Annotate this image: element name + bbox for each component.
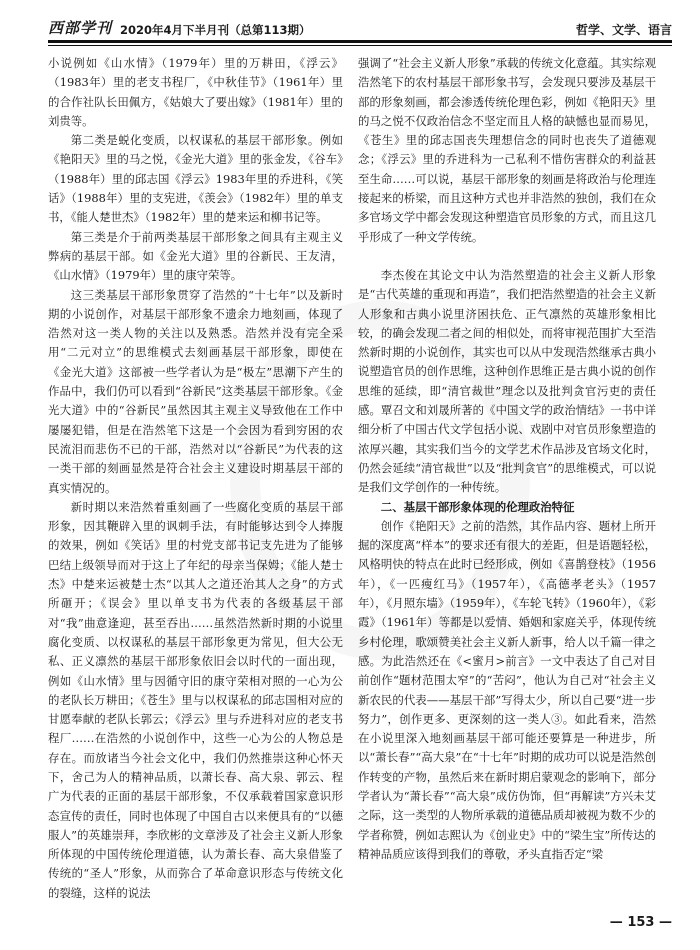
paragraph: 这三类基层干部形象贯穿了浩然的“十七年”以及新时期的小说创作，对基层干部形象不遗余力地刻画，体现了浩然对这一类人物的关注以及熟悉。浩然并没有完全采用“二元对立”的思维模式去刻画基层干部形象，即使在《金光大道》这部被一些学者认为是“极左”思潮下产生的作品中，我们仍可以看到“谷新民”这类基层干部形象。《金光大道》中的“谷新民”虽然因其主观主义导致他在工作中屡屡犯错，但是在浩然笔下这是一个会因为看到穷困的农民流泪而悲伤不已的干部，浩然对以“谷新民”为代表的这一类干部的刻画显然是符合社会主义建设时期基层干部的真实情况的。 <box>48 287 343 495</box>
journal-name: 西部学刊 <box>48 19 113 37</box>
paragraph: 新时期以来浩然着重刻画了一些腐化变质的基层干部形象，因其鞭辟入里的讽刺手法，有时能够达到令人捧腹的效果，例如《笑话》里的村党支部书记支先进为了能够巴结上级领导而对于这上了年纪的母亲当保姆；《能人楚士杰》中楚来运被楚士杰“以其人之道还治其人之身”的方式所砸开；《误会》里以单支书为代表的各级基层干部对“我”曲意逢迎，甚至吞出……虽然浩然新时期的小说里腐化变质、以权谋私的基层干部形象更为常见，但大公无私、正义凛然的基层干部形象依旧会以时代的一面出现，例如《山水情》里与因循守旧的康守荣相对照的一心为公的老队长万耕田；《苍生》里与以权谋私的邱志国相对应的甘愿奉献的老队长郭云；《浮云》里与乔进科对应的老支书程厂……在浩然的小说创作中，这些一心为公的人物总是存在。而放诸当今社会文化中，我们仍然推崇这种心怀天下，舍己为人的精神品质，以萧长春、高大泉、郭云、程广为代表的正面的基层干部形象，不仅承载着国家意识形态宣传的责任，同时也体现了中国自古以来便具有的“以德服人”的英雄崇拜，李欣彬的文章涉及了社会主义新人形象所体现的中国传统伦理道德，认为萧长春、高大泉借鉴了传统的“圣人”形象，从而弥合了革命意识形态与传统文化的裂缝，这样的说法 <box>48 499 343 900</box>
paragraph: 李杰俊在其论文中认为浩然塑造的社会主义新人形象是“古代英雄的重现和再造”，我们把浩然塑造的社会主义新人形象和古典小说里济困扶危、正气凛然的英雄形象相比较，的确会发现二者之间的相似处，而将审视范围扩大至浩然新时期的小说创作，其实也可以从中发现浩然继承古典小说塑造官员的创作思维，这种创作思维正是古典小说的创作思维的延续，即“清官裁世”理念以及批判贪官污吏的责任感。覃召文和刘晟所著的《中国文学的政治情结》一书中详细分析了中国古代文学包括小说、戏剧中对官员形象塑造的浓厚兴趣，其实我们当今的文学艺术作品涉及官场文化时，仍然会延续“清官裁世”以及“批判贪官”的思维模式，可以说是我们文学创作的一种传统。 <box>358 267 656 495</box>
header-rule-thin <box>48 45 672 46</box>
running-header <box>48 14 672 38</box>
header-rule-thick <box>48 40 672 43</box>
left-column <box>48 54 343 903</box>
paragraph: 强调了“社会主义新人形象”承载的传统文化意蕴。其实综观浩然笔下的农村基层干部形象书写，会发现只要涉及基层干部的形象刻画，都会渗透传统伦理色彩，例如《艳阳天》里的马之悦不仅政治信念不坚定而且人格的缺憾也显而易见，《苍生》里的邱志国丧失理想信念的同时也丧失了道德观念；《浮云》里的乔进科为一己私利不惜伤害群众的利益甚至生命……可以说，基层干部形象的刻画是将政治与伦理连接起来的桥梁，而且这种方式也并非浩然的独创，我们在众多官场文学中都会发现这种塑造官员形象的方式，而且这几乎形成了一种文学传统。 <box>358 56 656 244</box>
page-number: — 153 — <box>609 915 672 930</box>
issue-info: 2020年4月下半月刊（总第113期） <box>120 23 311 37</box>
section-heading: 二、基层干部形象体现的伦理政治特征 <box>380 499 575 514</box>
section-label: 哲学、文学、语言 <box>575 23 672 37</box>
paragraph: 创作《艳阳天》之前的浩然，其作品内容、题材上所开掘的深度离“样本”的要求还有很大的差距，但是语题轻松，风格明快的特点在此时已经形成，例如《喜鹊登枝》（1956年），《一匹瘦红马》（1957年），《高德孝老头》（1957年），《月照东墙》（1959年），《车轮飞转》（1960年），《彩霞》（1961年）等都是以爱情、婚姻和家庭关乎，体现传统乡村伦理，歌颂赞美社会主义新人新事，给人以千篇一律之感。为此浩然还在《<蜜月>前言》一文中表达了自己对目前创作“题材范围太窄”的“苦闷”，他认为自己对“社会主义新农民的代表——基层干部”写得太少，所以自己要“进一步努力”，创作更多、更深刻的这一类人③。如此看来，浩然在小说里深入地刻画基层干部可能还要算是一种进步，所以“萧长春”“高大泉”在“十七年”时期的成功可以说是浩然创作转变的产物，虽然后来在新时期启蒙观念的影响下，部分学者认为“萧长春”“高大泉”成仿伪饰，但“再解读”方兴未艾之际，这一类型的人物所承载的道德品质却被视为数不少的学者称赞，例如志熙认为《创业史》中的“梁生宝”所传达的精神品质应该得到我们的尊敬，矛头直指否定“梁 <box>358 518 656 861</box>
paragraph: 小说例如《山水情》（1979年）里的万耕田，《浮云》（1983年）里的老支书程厂，《中秋佳节》（1961年）里的合作社队长田佩方，《姑娘大了要出嫁》（1981年）里的刘贵等。 <box>48 56 343 128</box>
paragraph: 第三类是介于前两类基层干部形象之间具有主观主义弊病的基层干部。如《金光大道》里的谷新民、王友清，《山水情》（1979年）里的康守荣等。 <box>48 229 343 283</box>
header-left <box>48 17 311 38</box>
right-column <box>358 54 656 864</box>
paragraph: 第二类是蜕化变质，以权谋私的基层干部形象。例如《艳阳天》里的马之悦，《金光大道》里的张金发，《谷车》（1988年）里的邱志国《浮云》1983年里的乔进科，《笑话》（1988年）里的支宪进，《羡会》（1982年）里的单支书，《能人楚世杰》（1982年）里的楚来运和柳书记等。 <box>48 133 343 225</box>
